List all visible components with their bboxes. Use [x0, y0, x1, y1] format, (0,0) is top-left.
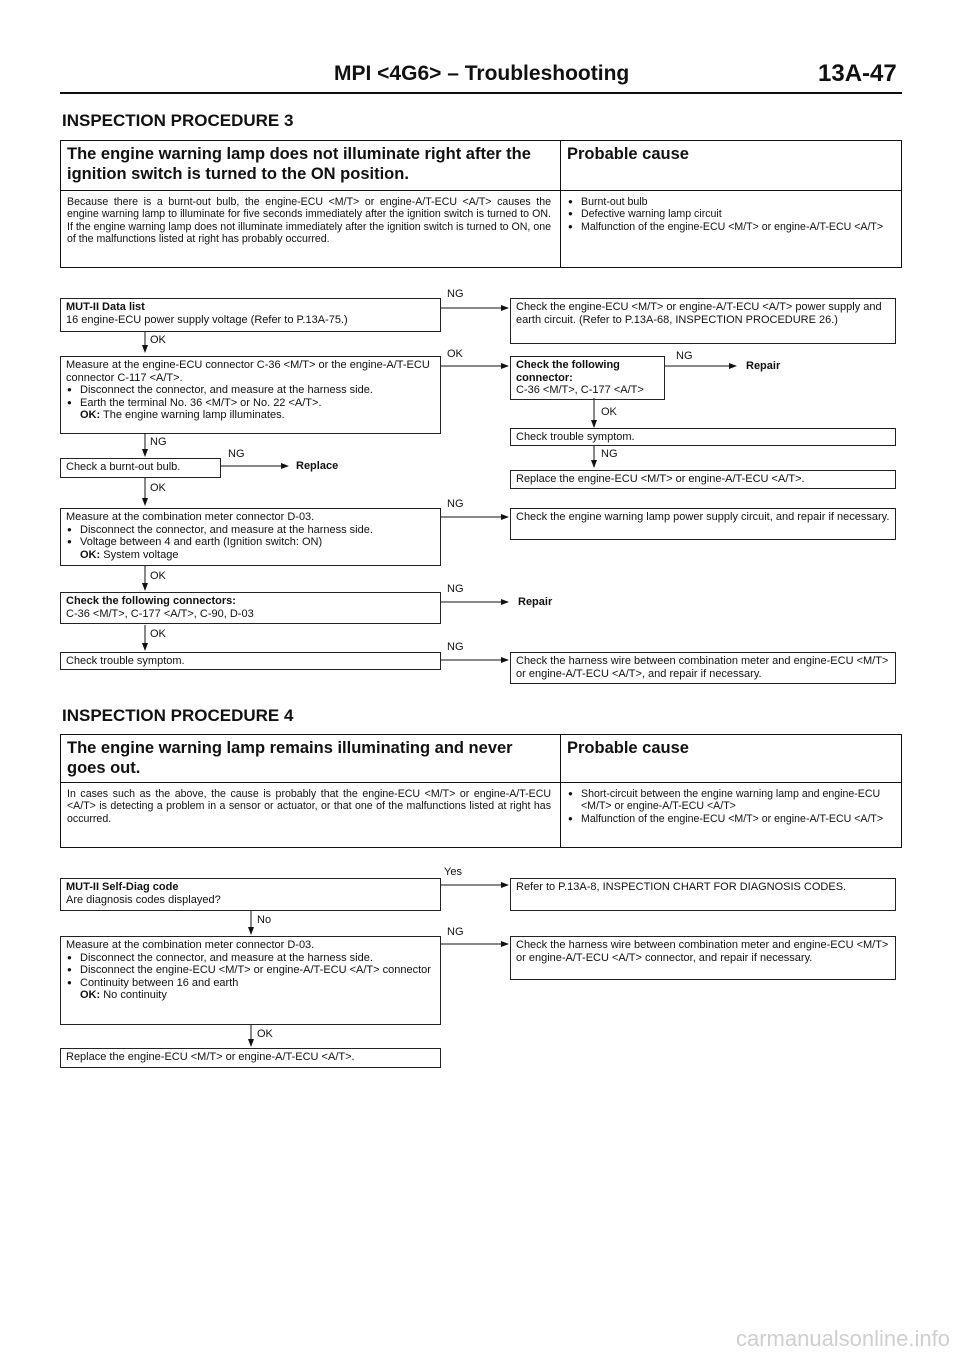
step-bullet: ● Disconnect the connector, and measure at the harness side.	[66, 952, 435, 965]
procedure-3-cause-heading: Probable cause	[567, 145, 689, 163]
p3-step-check-connectors	[60, 592, 441, 624]
p3-step-check-bulb: Check a burnt-out bulb.	[60, 458, 221, 478]
ng-label: NG	[447, 641, 464, 653]
step-title: Check the following connectors:	[66, 595, 236, 607]
p4-step-measure-meter-connector	[60, 936, 441, 1025]
step-title: MUT-II Data list	[66, 301, 145, 313]
step-title: Check the following connector:	[516, 359, 620, 384]
table-divider	[61, 190, 901, 191]
yes-label: Yes	[444, 866, 462, 878]
procedure-4-cause-table	[60, 734, 902, 848]
ok-criteria-text: No continuity	[103, 989, 167, 1002]
p3-step-check-connector	[510, 356, 665, 400]
repair-result: Repair	[746, 360, 781, 372]
procedure-3-cause-table	[60, 140, 902, 268]
replace-result: Replace	[296, 460, 339, 472]
ok-label: OK	[150, 570, 166, 582]
ok-criteria-text: System voltage	[103, 548, 179, 561]
p4-step-self-diag-code	[60, 878, 441, 911]
p3-result-replace-ecu: Replace the engine-ECU <M/T> or engine-A/T-ECU <A/T>.	[510, 470, 896, 489]
ok-label: OK	[447, 348, 463, 360]
procedure-3-causes	[561, 193, 899, 236]
ok-label: OK	[150, 334, 166, 346]
cause-item: ● Short-circuit between the engine warning lamp and engine-ECU <M/T> or engine-A/T-ECU <A/T>	[567, 788, 893, 813]
step-text: C-36 <M/T>, C-177 <A/T>, C-90, D-03	[66, 607, 254, 620]
page-number: 13A-47	[818, 60, 897, 87]
p3-step-measure-ecu-connector	[60, 356, 441, 434]
procedure-4-causes	[561, 785, 899, 828]
repair-result: Repair	[518, 596, 553, 608]
no-label: No	[257, 914, 272, 926]
p4-step-replace-ecu: Replace the engine-ECU <M/T> or engine-A/T-ECU <A/T>.	[60, 1048, 441, 1068]
p3-step-mut-data-list	[60, 298, 441, 332]
p4-result-refer-diagnosis-chart: Refer to P.13A-8, INSPECTION CHART FOR DIAGNOSIS CODES.	[510, 878, 896, 911]
ng-label: NG	[676, 350, 693, 362]
p3-result-power-supply-check: Check the engine-ECU <M/T> or engine-A/T-ECU <A/T> power supply and earth circuit. (Refer to P.13A-68, INSPECTION PROCEDURE 26.)	[510, 298, 896, 344]
page-header-title: MPI <4G6> – Troubleshooting	[334, 62, 630, 85]
step-bullet: ● Disconnect the connector, and measure at the harness side.	[66, 524, 435, 537]
step-text: Are diagnosis codes displayed?	[66, 893, 221, 906]
p4-result-check-harness: Check the harness wire between combination meter and engine-ECU <M/T> or engine-A/T-ECU <A/T> connector, and repair if necessary.	[510, 936, 896, 980]
step-title: MUT-II Self-Diag code	[66, 881, 179, 893]
procedure-4-title: INSPECTION PROCEDURE 4	[62, 706, 294, 725]
procedure-3-symptom: The engine warning lamp does not illuminate right after the ignition switch is turned to the ON position.	[67, 145, 531, 183]
ok-criteria-label: OK:	[80, 989, 101, 1002]
procedure-3-description: Because there is a burnt-out bulb, the engine-ECU <M/T> or engine-A/T-ECU <A/T> causes the engine warning lamp to illuminate for five seconds immediately after the ignition switch is turned to ON. If the engine warning lamp does not illuminate immediately after the ignition switch is turned to ON, one of the malfunctions listed at right has probably occurred.	[67, 196, 551, 246]
ng-label: NG	[447, 583, 464, 595]
ng-label: NG	[447, 926, 464, 938]
ok-criteria-label: OK:	[80, 548, 101, 561]
procedure-4-symptom: The engine warning lamp remains illuminating and never goes out.	[67, 739, 513, 777]
step-text: C-36 <M/T>, C-177 <A/T>	[516, 384, 644, 397]
ng-label: NG	[228, 448, 245, 460]
step-bullet: ● Continuity between 16 and earth	[66, 977, 435, 990]
procedure-4-cause-heading: Probable cause	[567, 739, 689, 757]
procedure-3-title: INSPECTION PROCEDURE 3	[62, 111, 294, 130]
procedure-4-description: In cases such as the above, the cause is probably that the engine-ECU <M/T> or engine-A/T-ECU <A/T> is detecting a problem in a sensor or actuator, or that one of the malfunctions listed at right has occurred.	[67, 788, 551, 825]
cause-item: ● Burnt-out bulb	[567, 196, 893, 208]
step-text: Measure at the combination meter connector D-03.	[66, 939, 315, 951]
ok-label: OK	[257, 1028, 273, 1040]
watermark: carmanualsonline.info	[735, 1326, 950, 1351]
p3-step-measure-meter-connector	[60, 508, 441, 566]
table-divider	[61, 782, 901, 783]
p3-step-check-trouble-symptom-final: Check trouble symptom.	[60, 652, 441, 670]
ok-criteria-text: The engine warning lamp illuminates.	[103, 409, 285, 422]
step-bullet: ● Disconnect the engine-ECU <M/T> or engine-A/T-ECU <A/T> connector	[66, 964, 435, 977]
step-text: Measure at the combination meter connector D-03.	[66, 511, 315, 523]
ok-label: OK	[150, 628, 166, 640]
ng-label: NG	[150, 436, 167, 448]
step-bullet: ● Disconnect the connector, and measure at the harness side.	[66, 384, 435, 397]
cause-item: ● Defective warning lamp circuit	[567, 208, 893, 220]
ng-label: NG	[447, 498, 464, 510]
step-bullet: ● Earth the terminal No. 36 <M/T> or No. 22 <A/T>.	[66, 397, 435, 410]
p3-result-check-harness: Check the harness wire between combination meter and engine-ECU <M/T> or engine-A/T-ECU <A/T>, and repair if necessary.	[510, 652, 896, 684]
p3-result-check-lamp-circuit: Check the engine warning lamp power supply circuit, and repair if necessary.	[510, 508, 896, 540]
p3-step-check-trouble-symptom: Check trouble symptom.	[510, 428, 896, 446]
step-bullet: ● Voltage between 4 and earth (Ignition switch: ON)	[66, 536, 435, 549]
ok-label: OK	[150, 482, 166, 494]
step-text: 16 engine-ECU power supply voltage (Refer to P.13A-75.)	[66, 313, 348, 326]
step-text: Measure at the engine-ECU connector C-36 <M/T> or the engine-A/T-ECU connector C-117 <A/T>.	[66, 359, 430, 384]
ok-label: OK	[601, 406, 617, 418]
ok-criteria-label: OK:	[80, 409, 101, 422]
cause-item: ● Malfunction of the engine-ECU <M/T> or engine-A/T-ECU <A/T>	[567, 221, 893, 233]
ng-label: NG	[447, 288, 464, 300]
ng-label: NG	[601, 448, 618, 460]
cause-item: ● Malfunction of the engine-ECU <M/T> or engine-A/T-ECU <A/T>	[567, 813, 893, 825]
